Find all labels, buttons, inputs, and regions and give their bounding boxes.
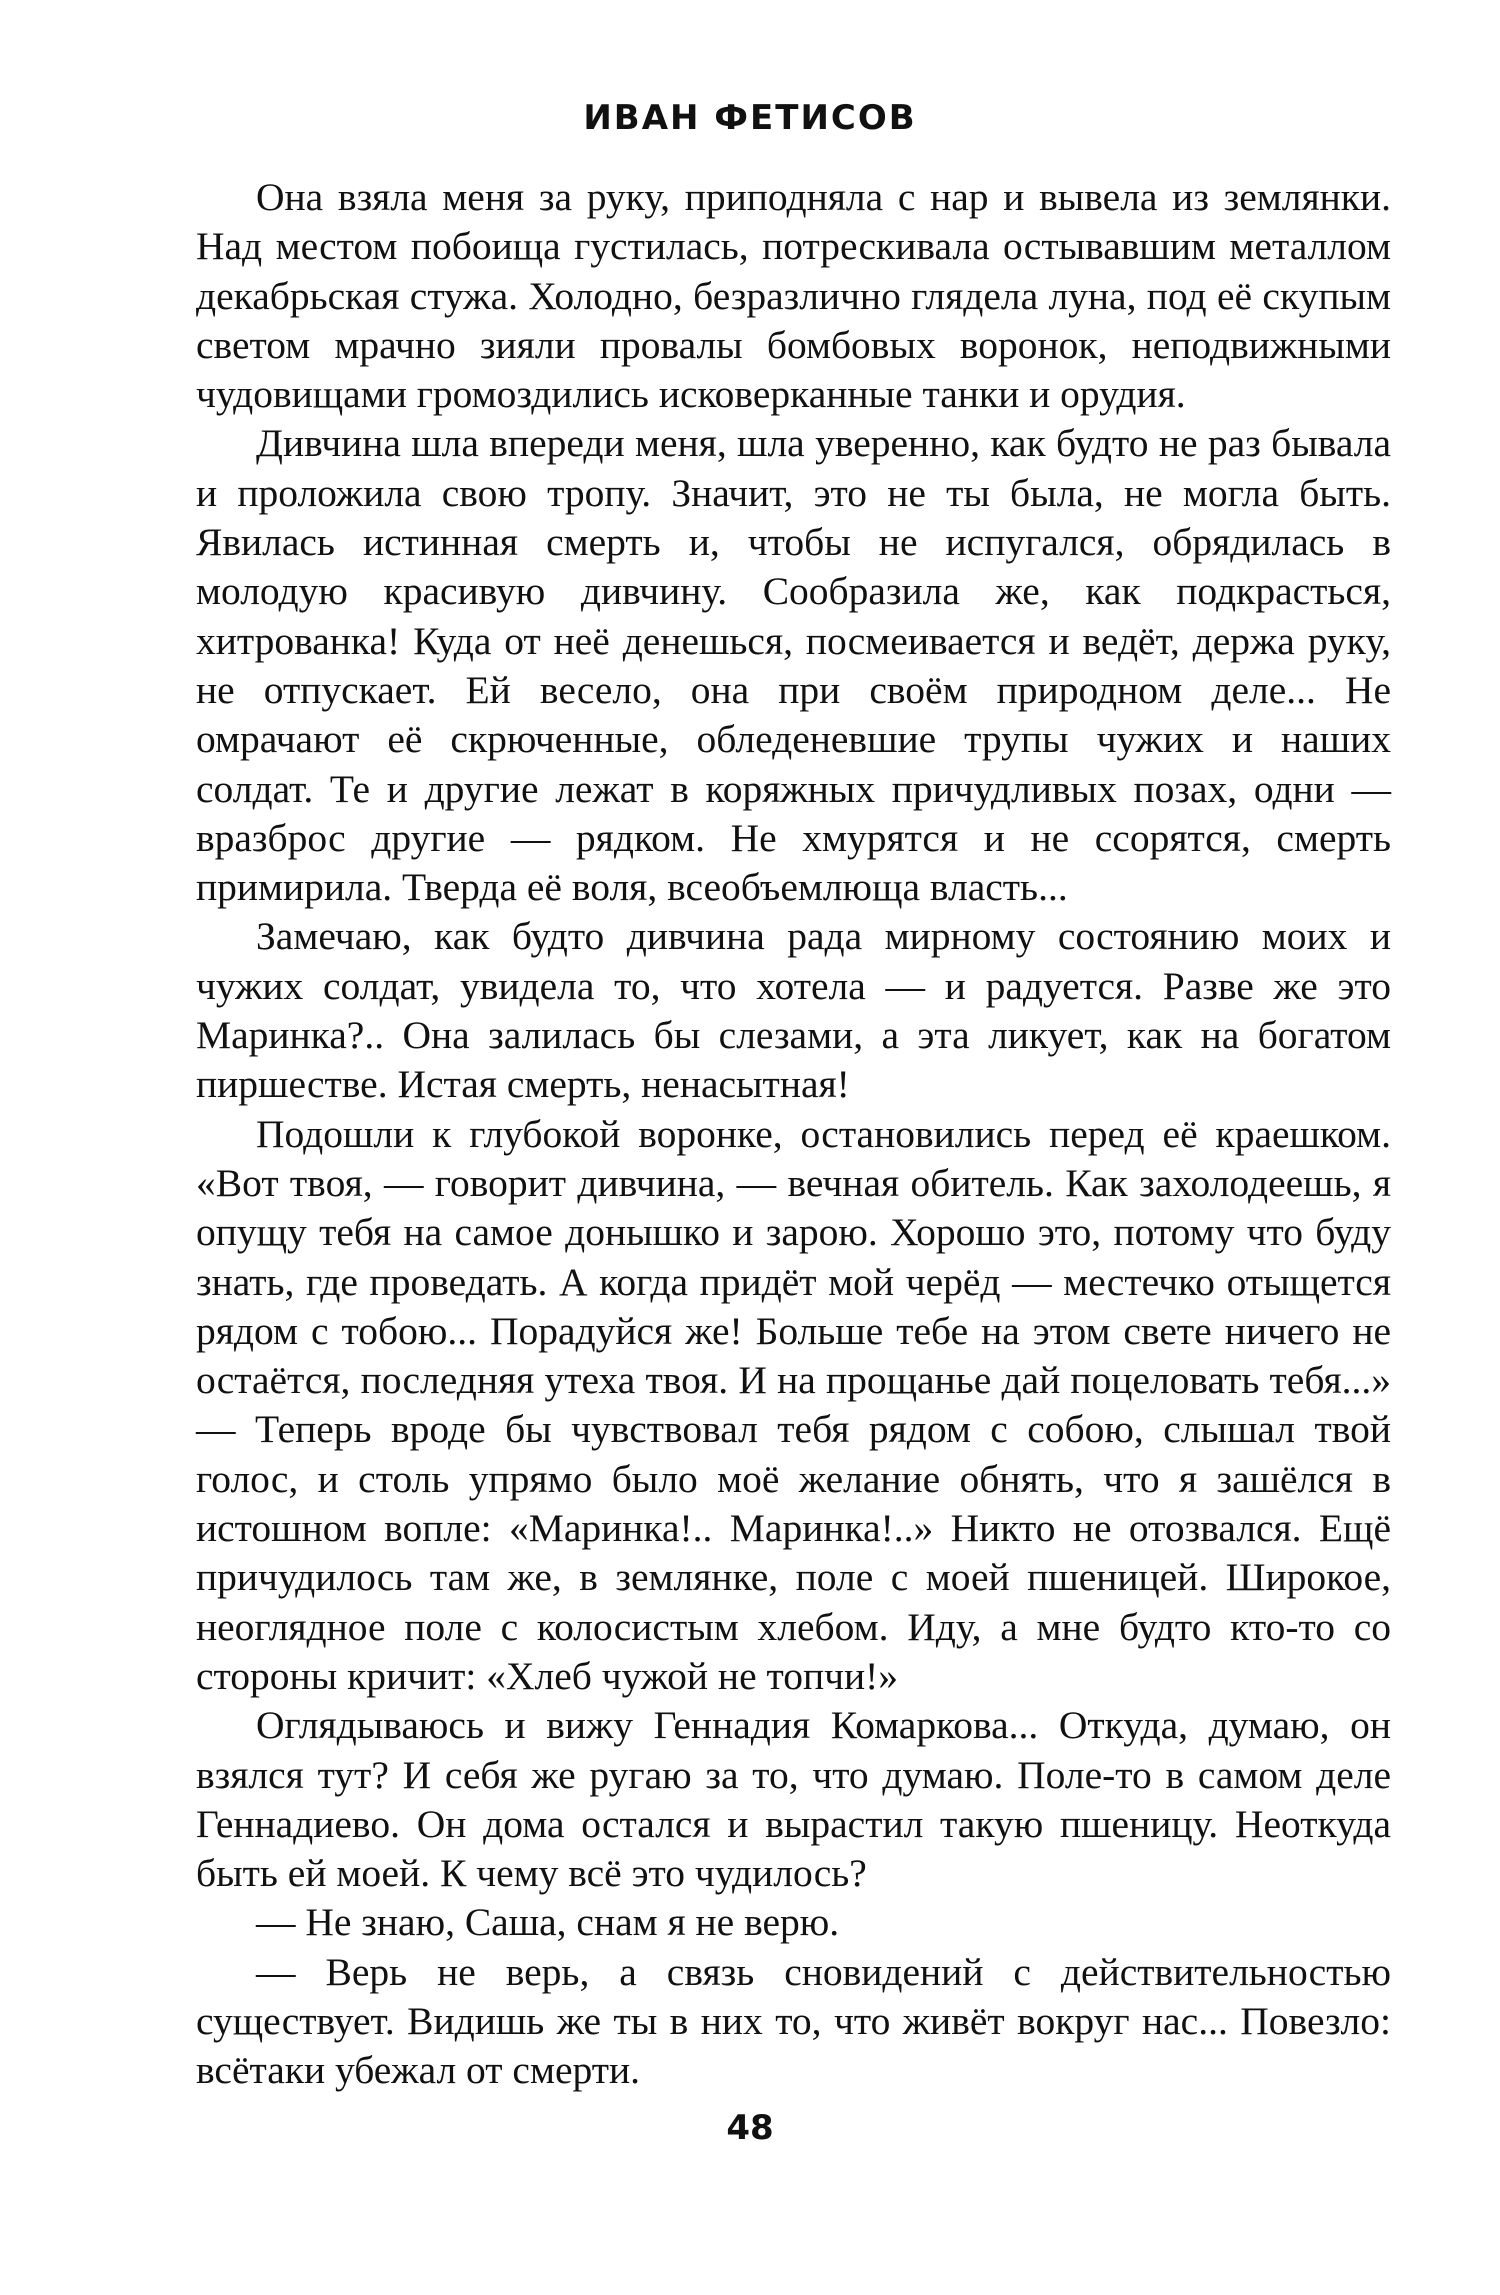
- paragraph-7-dialogue: — Верь не верь, а связь сновидений с действительностью существует. Видишь же ты в них то, что живёт вокруг нас... Повезло: всётаки убежал от смерти.: [196, 1949, 1391, 2093]
- paragraph-4: Подошли к глубокой воронке, остановились перед её краешком. «Вот твоя, — говорит дивчина, — вечная обитель. Как захолодеешь, я опущу тебя на самое донышко и зарою. Хорошо это, потому что буду знать, где проведать. А когда придёт мой черёд — местечко отыщется рядом с тобою... Порадуйся же! Больше тебе на этом свете ничего не остаётся, последняя утеха твоя. И на прощанье дай поцеловать тебя...» — Теперь вроде бы чувствовал тебя рядом с собою, слышал твой голос, и столь упрямо было моё желание обнять, что я зашёлся в истошном вопле: «Маринка!.. Маринка!..» Никто не отозвался. Ещё причудилось там же, в землянке, поле с моей пшеницей. Широкое, неоглядное поле с колосистым хлебом. Иду, а мне будто кто-то со стороны кричит: «Хлеб чужой не топчи!»: [196, 1111, 1391, 1698]
- paragraph-5: Оглядываюсь и вижу Геннадия Комаркова... Откуда, думаю, он взялся тут? И себя же ругаю за то, что думаю. Поле-то в самом деле Геннадиево. Он дома остался и вырастил такую пшеницу. Неоткуда быть ей моей. К чему всё это чудилось?: [196, 1703, 1391, 1896]
- paragraph-1: Она взяла меня за руку, приподняла с нар и вывела из землянки. Над местом побоища густилась, потрескивала остывавшим металлом декабрьская стужа. Холодно, безразлично глядела луна, под её скупым светом мрачно зияли провалы бомбовых воронок, неподвижными чудовищами громоздились исковерканные танки и орудия.: [196, 175, 1391, 417]
- paragraph-3: Замечаю, как будто дивчина рада мирному состоянию моих и чужих солдат, увидела то, что хотела — и радуется. Разве же это Маринка?.. Она залилась бы слезами, а эта ликует, как на богатом пиршестве. Истая смерть, ненасытная!: [196, 914, 1391, 1107]
- paragraph-2: Дивчина шла впереди меня, шла уверенно, как будто не раз бывала и проложила свою тропу. Значит, это не ты была, не могла быть. Явилась истинная смерть и, чтобы не испугался, обрядилась в молодую красивую дивчину. Сообразила же, как подкрасться, хитрованка! Куда от неё денешься, посмеивается и ведёт, держа руку, не отпускает. Ей весело, она при своём природном деле... Не омрачают её скрюченные, обледеневшие трупы чужих и наших солдат. Те и другие лежат в коряжных причудливых позах, одни — вразброс другие — рядком. Не хмурятся и не ссорятся, смерть примирила. Тверда её воля, всеобъемлюща власть...: [196, 421, 1391, 910]
- page-number: 48: [726, 2108, 774, 2148]
- running-head-author: ИВАН ФЕТИСОВ: [583, 98, 917, 138]
- body-text: [196, 173, 1391, 2096]
- paragraph-6-dialogue: — Не знаю, Саша, снам я не верю.: [256, 1900, 840, 1945]
